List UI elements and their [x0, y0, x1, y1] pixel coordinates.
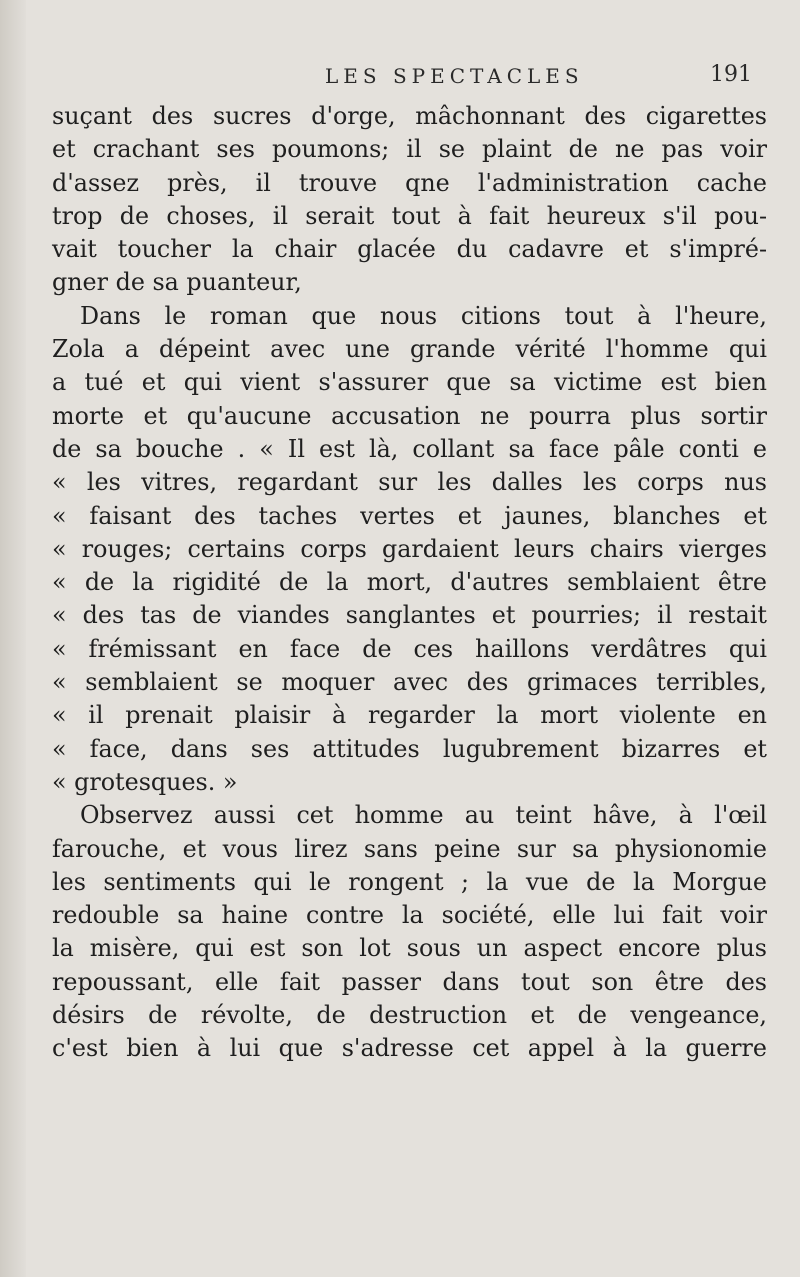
text-line: Observez aussi cet homme au teint hâve, à l'œil [80, 801, 767, 830]
text-line: « de la rigidité de la mort, d'autres semblaient être [52, 568, 767, 597]
text-line: vait toucher la chair glacée du cadavre et s'impré- [52, 235, 767, 264]
text-line: c'est bien à lui que s'adresse cet appel à la guerre [52, 1034, 767, 1063]
text-line: « face, dans ses attitudes lugubrement bizarres et [52, 734, 767, 763]
text-line: les sentiments qui le rongent ; la vue de la Morgue [52, 867, 767, 896]
text-line: « il prenait plaisir à regarder la mort violente en [52, 701, 767, 730]
text-line: Dans le roman que nous citions tout à l'heure, [80, 301, 767, 330]
text-line: « grotesques. » [52, 767, 238, 796]
text-line: la misère, qui est son lot sous un aspect encore plus [52, 934, 767, 963]
text-line: trop de choses, il serait tout à fait heureux s'il pou- [52, 201, 767, 230]
text-line: « les vitres, regardant sur les dalles les corps nus [52, 468, 767, 497]
text-line: désirs de révolte, de destruction et de vengeance, [52, 1001, 767, 1030]
page-gutter [0, 0, 26, 1277]
text-line: « faisant des taches vertes et jaunes, blanches et [52, 501, 767, 530]
body-text [52, 100, 767, 1066]
running-head: LES SPECTACLES [325, 64, 584, 88]
text-line: suçant des sucres d'orge, mâchonnant des cigarettes [52, 102, 767, 130]
text-line: Zola a dépeint avec une grande vérité l'homme qui [52, 335, 767, 364]
text-line: repoussant, elle fait passer dans tout son être des [52, 967, 767, 996]
text-line: « frémissant en face de ces haillons verdâtres qui [52, 634, 767, 663]
text-line: « des tas de viandes sanglantes et pourries; il restait [52, 601, 767, 630]
text-line: farouche, et vous lirez sans peine sur sa physionomie [52, 834, 767, 863]
text-line: gner de sa puanteur, [52, 268, 302, 297]
page-number: 191 [710, 62, 752, 87]
text-line: redouble sa haine contre la société, elle lui fait voir [52, 901, 767, 930]
text-line: de sa bouche . « Il est là, collant sa face pâle conti e [52, 434, 767, 463]
text-line: « rouges; certains corps gardaient leurs chairs vierges [52, 534, 767, 563]
text-line: « semblaient se moquer avec des grimaces terribles, [52, 668, 767, 697]
text-line: morte et qu'aucune accusation ne pourra plus sortir [52, 401, 767, 430]
text-line: a tué et qui vient s'assurer que sa victime est bien [52, 368, 767, 397]
page-header [0, 58, 800, 98]
text-line: d'assez près, il trouve qne l'administration cache [52, 168, 767, 197]
text-line: et crachant ses poumons; il se plaint de ne pas voir [52, 135, 767, 164]
